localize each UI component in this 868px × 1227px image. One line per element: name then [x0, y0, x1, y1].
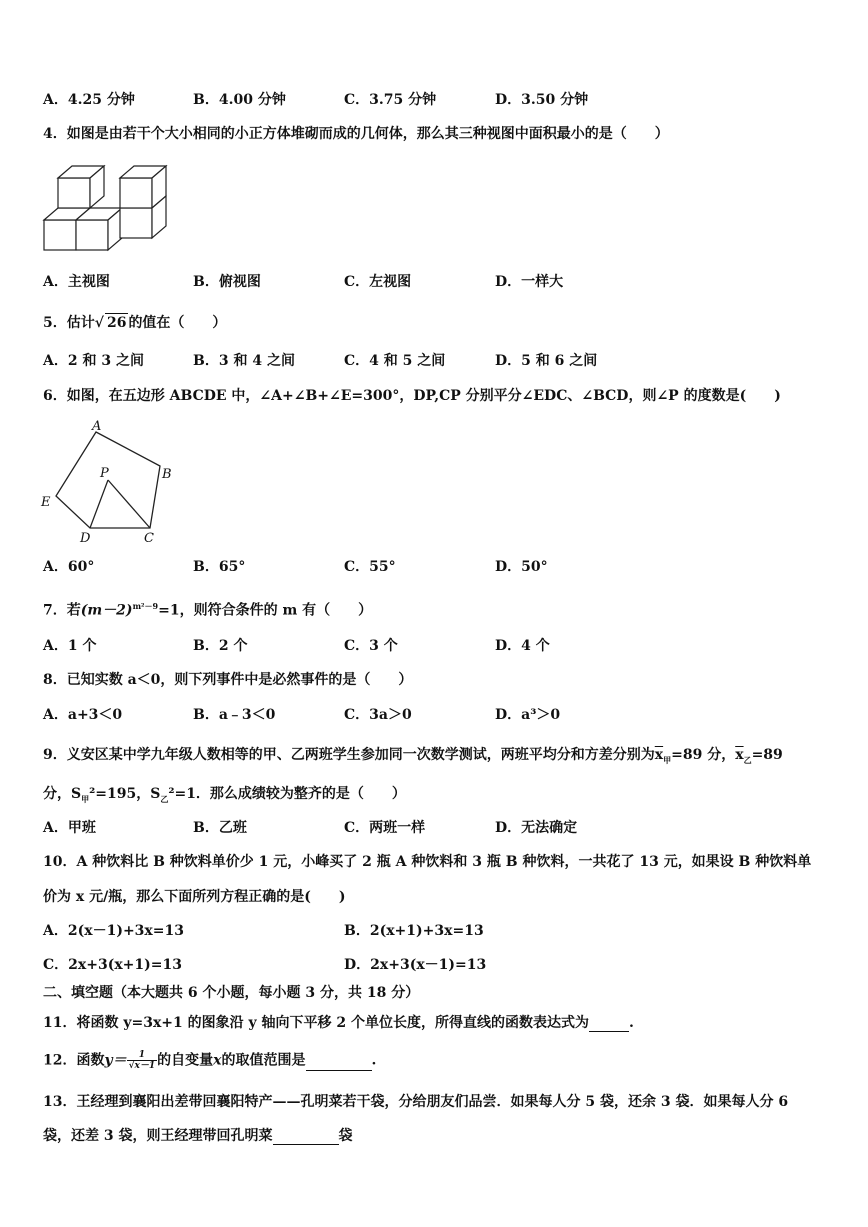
q10-option-b: B．2(x+1)+3x=13 — [344, 923, 484, 939]
q13-line1: 13．王经理到襄阳出差带回襄阳特产——孔明菜若干袋，分给朋友们品尝．如果每人分 5 袋，还余 3 袋．如果每人分 6 — [43, 1094, 789, 1110]
q9-xbar-yi: $\overline{x}$ — [735, 747, 744, 763]
q4-option-a: A．主视图 — [43, 274, 110, 290]
q10-line1: 10．A 种饮料比 B 种饮料单价少 1 元，小峰买了 2 瓶 A 种饮料和 3 瓶 B 种饮料，一共花了 13 元，如果设 B 种饮料单 — [43, 854, 812, 870]
q4-option-d: D．一样大 — [495, 274, 564, 290]
q8-option-d: D．a³＞0 — [495, 707, 561, 723]
q12-stem: 12．函数y＝ $\frac{1}{√x-1}$ 的自变量x的取值范围是 . — [43, 1050, 377, 1071]
q4-stem: 4．如图是由若干个大小相同的小正方体堆砌而成的几何体，那么其三种视图中面积最小的是（ ） — [43, 126, 669, 142]
q9-option-b: B．乙班 — [193, 820, 247, 836]
q6-label-a: A — [92, 419, 102, 434]
q8-option-a: A．a+3＜0 — [43, 707, 123, 723]
q5-option-a: A．2 和 3 之间 — [43, 353, 144, 369]
q6-label-e: E — [41, 495, 51, 510]
q7-stem: 7．若$(m-2)^{m^2-9}=1$，则符合条件的 m 有（ ） — [43, 601, 373, 619]
q9-line2: 分，$S_甲^2=195$，$S_乙^2=1$．那么成绩较为整齐的是（ ） — [43, 786, 406, 804]
q6-label-c: C — [144, 531, 154, 546]
q6-pentagon-figure — [38, 418, 178, 546]
q5-option-d: D．5 和 6 之间 — [495, 353, 598, 369]
q10-option-a: A．2(x－1)+3x=13 — [43, 923, 184, 939]
q9-option-a: A．甲班 — [43, 820, 96, 836]
q11-answer-blank[interactable] — [589, 1017, 629, 1032]
q8-option-c: C．3a＞0 — [344, 707, 412, 723]
q6-stem: 6．如图，在五边形 ABCDE 中，∠A+∠B+∠E=300°，DP,CP 分别平分∠EDC、∠BCD，则∠P 的度数是( ) — [43, 388, 781, 404]
sqrt-symbol-icon: √ — [94, 315, 104, 331]
q10-option-c: C．2x+3(x+1)=13 — [43, 957, 182, 973]
q9-option-c: C．两班一样 — [344, 820, 426, 836]
q10-line2: 价为 x 元/瓶，那么下面所列方程正确的是( ) — [43, 889, 346, 905]
q8-option-b: B．a﹣3＜0 — [193, 707, 276, 723]
q5-option-b: B．3 和 4 之间 — [193, 353, 295, 369]
q11-stem: 11．将函数 y=3x+1 的图象沿 y 轴向下平移 2 个单位长度，所得直线的函数表达式为 . — [43, 1015, 634, 1031]
section-2-title: 二、填空题（本大题共 6 个小题，每小题 3 分，共 18 分） — [43, 985, 420, 1001]
q4-option-c: C．左视图 — [344, 274, 412, 290]
q10-option-d: D．2x+3(x－1)=13 — [344, 957, 487, 973]
q7-option-c: C．3 个 — [344, 638, 398, 654]
q13-line2: 袋，还差 3 袋，则王经理带回孔明菜 袋 — [43, 1128, 353, 1144]
q7-option-d: D．4 个 — [495, 638, 550, 654]
q9-line1: 9．义安区某中学九年级人数相等的甲、乙两班学生参加同一次数学测试，两班平均分和方差分别为$\overline{x}_甲=89$ 分，$\overline{x}_乙=89$ — [43, 747, 783, 765]
q6-label-b: B — [162, 467, 172, 482]
q7-option-b: B．2 个 — [193, 638, 248, 654]
q7-base: (m－2) — [80, 602, 133, 619]
q3-option-a: A．4.25 分钟 — [43, 92, 135, 108]
q6-label-d: D — [80, 531, 91, 546]
q9-xbar-jia: $\overline{x}$ — [654, 747, 664, 763]
q4-option-b: B．俯视图 — [193, 274, 261, 290]
q13-answer-blank[interactable] — [273, 1130, 339, 1145]
q7-option-a: A．1 个 — [43, 638, 97, 654]
q5-stem: 5．估计√ 26 的值在（ ） — [43, 315, 227, 331]
q5-option-c: C．4 和 5 之间 — [344, 353, 446, 369]
q5-radicand: 26 — [106, 315, 127, 331]
q9-option-d: D．无法确定 — [495, 820, 578, 836]
q8-stem: 8．已知实数 a＜0，则下列事件中是必然事件的是（ ） — [43, 672, 413, 688]
q6-label-p: P — [100, 466, 109, 481]
q3-option-d: D．3.50 分钟 — [495, 92, 589, 108]
q3-option-c: C．3.75 分钟 — [344, 92, 437, 108]
q6-option-b: B．65° — [193, 559, 246, 575]
q6-option-c: C．55° — [344, 559, 396, 575]
q4-cube-figure — [40, 160, 170, 255]
q6-option-a: A．60° — [43, 559, 95, 575]
q12-answer-blank[interactable] — [306, 1056, 372, 1071]
q12-fraction: $\frac{1}{√x-1}$ — [128, 1050, 156, 1071]
q7-exponent: m²－9 — [132, 601, 159, 611]
q3-option-b: B．4.00 分钟 — [193, 92, 286, 108]
q6-option-d: D．50° — [495, 559, 548, 575]
